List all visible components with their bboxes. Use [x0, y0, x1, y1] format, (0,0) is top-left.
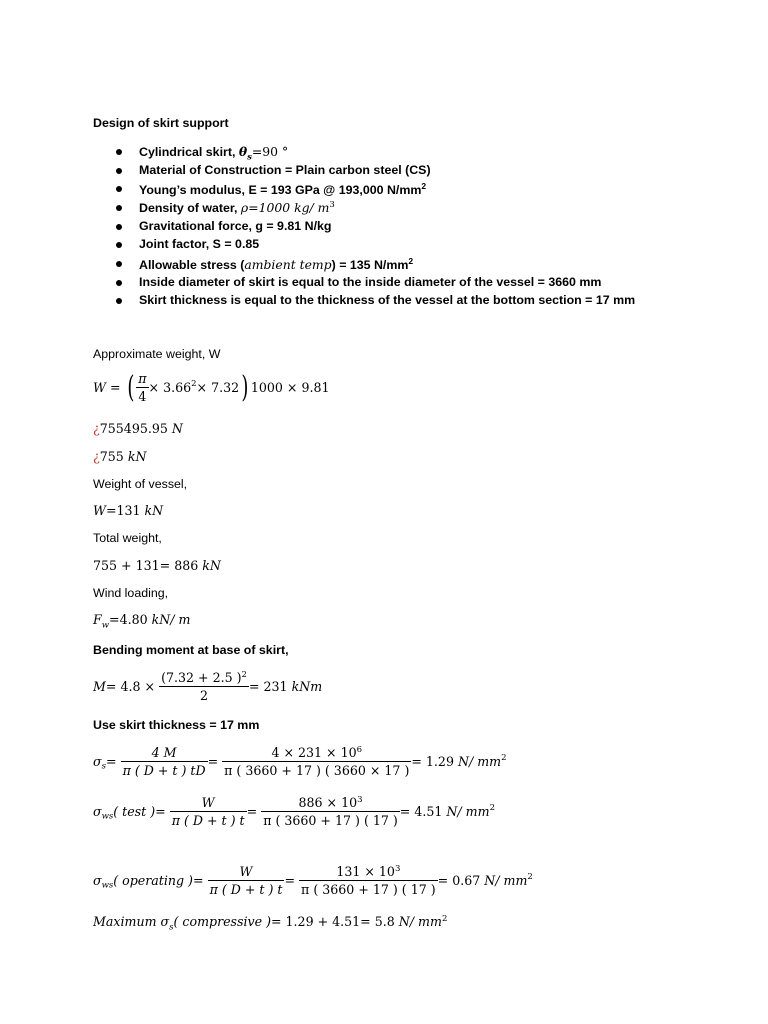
weight-result-kn: ¿755 kN [93, 449, 147, 464]
max-compressive-equation: Maximum $\sigma_s$( compressive )= 1.29 + 4.51= 5.8 N/ $mm^2$ [93, 914, 448, 933]
sigma-ws-test-equation: $\sigma_{ws}$( test )= $\frac{W}{\pi ( D + t ) t}$ = $\frac{886 \times 10^3}{\pi ( 3660 + 17 ) ( 17 )}$ = 4.51 N/ $mm^2$ [93, 795, 495, 829]
weight-result-n: ¿755495.95 N [93, 421, 183, 436]
list-item: Skirt thickness is equal to the thickness of the vessel at the bottom section = 17 mm [139, 293, 636, 307]
list-item: Allowable stress (ambient temp) = 135 $N/mm^2$ [139, 256, 414, 273]
total-weight-equation: 755 + 131= 886 kN [93, 558, 221, 573]
list-item: Density of water, ρ=1000 kg/ $m^3$ [139, 200, 335, 216]
bullet-dot [116, 224, 122, 230]
wind-loading-equation: $F_w=4.80$ kN/ m [93, 612, 191, 631]
list-item: Young’s modulus, E = 193 GPa @ 193,000 $N/mm^2$ [139, 181, 427, 198]
bullet-dot [116, 205, 122, 211]
weight-equation: W = ( $\frac{\pi}{4}$ × $3.66^2\times 7.32$) 1000 × 9.81 [93, 369, 330, 405]
bullet-dot [116, 186, 122, 192]
weight-vessel-label: Weight of vessel, [93, 477, 188, 491]
sigma-ws-operating-equation: $\sigma_{ws}$( operating )= $\frac{W}{\pi ( D + t ) t}$ = $\frac{131 \times 10^3}{\pi ( 3660 + 17 ) ( 17 )}$ = 0.67 N/ $mm^2$ [93, 864, 533, 898]
list-item: Cylindrical skirt, $\theta_s=90$ ° [139, 144, 289, 163]
bullet-dot [116, 261, 122, 267]
wind-loading-label: Wind loading, [93, 586, 169, 600]
list-item: Inside diameter of skirt is equal to the inside diameter of the vessel = 3660 mm [139, 275, 602, 289]
bullet-dot [116, 280, 122, 286]
sigma-s-equation: $\sigma_s=$ $\frac{4 M}{\pi ( D + t ) tD}$ = $\frac{4 \times 231 \times 10^6}{\pi ( 3660 + 17 ) ( 3660 \times 17 )}$ = 1.29 N/ $mm^2$ [93, 745, 507, 779]
list-item: Joint factor, S = 0.85 [139, 237, 260, 251]
bullet-dot [116, 149, 122, 155]
section-title: Design of skirt support [93, 116, 229, 130]
bending-moment-equation: M= 4.8 × $\frac{(7.32 + 2.5 )^2}{2}$ = 231 kNm [93, 670, 323, 704]
bullet-dot [116, 298, 122, 304]
bullet-dot [116, 242, 122, 248]
total-weight-label: Total weight, [93, 531, 162, 545]
vessel-weight-equation: W=131 kN [93, 503, 164, 518]
bending-moment-label: Bending moment at base of skirt, [93, 643, 289, 657]
list-item: Material of Construction = Plain carbon steel (CS) [139, 163, 431, 177]
skirt-thickness-label: Use skirt thickness = 17 mm [93, 718, 260, 732]
bullet-dot [116, 168, 122, 174]
approx-weight-label: Approximate weight, W [93, 347, 221, 361]
list-item: Gravitational force, g = 9.81 N/kg [139, 219, 332, 233]
